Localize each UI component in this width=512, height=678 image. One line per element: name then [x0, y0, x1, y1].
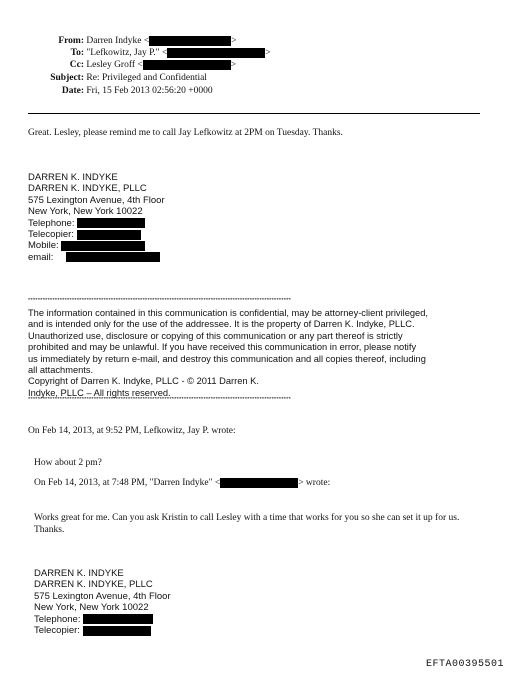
from-label: From: [58, 36, 84, 47]
telephone-label: Telephone: [34, 613, 81, 625]
date-label: Date: [61, 86, 84, 96]
message-body: Great. Lesley, please remind me to call Jay Lefkowitz at 2PM on Tuesday. Thanks. [28, 128, 343, 138]
subject-value: Re: Privileged and Confidential [86, 73, 207, 83]
header-divider [28, 113, 480, 114]
redaction-box [83, 626, 151, 636]
quote2-header [34, 478, 330, 488]
signature-block [28, 172, 165, 263]
redaction-box [77, 218, 145, 228]
subject-row [0, 73, 207, 83]
email-label: email: [28, 251, 54, 263]
quote1-header: On Feb 14, 2013, at 9:52 PM, Lefkowitz, Jay P. wrote: [28, 426, 236, 436]
signature-firm: DARREN K. INDYKE, PLLC [28, 183, 147, 195]
stars-divider-bottom: ************************************************************************************************************ [28, 397, 291, 403]
signature-telecopier-row [28, 229, 165, 240]
signature-firm: DARREN K. INDYKE, PLLC [34, 579, 153, 591]
cc-label: Cc: [69, 60, 84, 71]
cc-value: Lesley Groff < [86, 60, 143, 71]
redaction-box [61, 241, 145, 251]
to-tail: > [265, 48, 271, 59]
to-label: To: [70, 48, 84, 59]
confidentiality-disclaimer [28, 308, 428, 399]
quote2-header-prefix: On Feb 14, 2013, at 7:48 PM, "Darren Indyke" < [34, 478, 221, 489]
from-row [0, 36, 237, 46]
to-row [0, 48, 271, 58]
redaction-box [149, 36, 231, 46]
signature-telephone-row [34, 614, 171, 625]
subject-label: Subject: [50, 73, 84, 83]
signature-address-line1: 575 Lexington Avenue, 4th Floor [28, 194, 165, 206]
cc-tail: > [230, 60, 237, 71]
quote2-header-suffix: > wrote: [298, 478, 331, 489]
telecopier-label: Telecopier: [28, 229, 74, 241]
cc-row [0, 60, 236, 70]
signature-name: DARREN K. INDYKE [34, 568, 124, 579]
redaction-box [167, 48, 265, 58]
date-row [0, 86, 213, 96]
signature-address-line2: New York, New York 10022 [28, 206, 143, 218]
quote1-body: How about 2 pm? [34, 458, 102, 468]
quote2-body: Works great for me. Can you ask Kristin to call Lesley with a time that works for you so she can set it up for us. Thanks. [34, 513, 460, 535]
telecopier-label: Telecopier: [34, 625, 80, 637]
from-value: Darren Indyke < [86, 36, 150, 47]
signature-email-row [28, 252, 165, 263]
signature-address-line2: New York, New York 10022 [34, 602, 149, 614]
from-tail: > [231, 36, 237, 47]
signature-telephone-row [28, 218, 165, 229]
signature-address-line1: 575 Lexington Avenue, 4th Floor [34, 590, 171, 602]
telephone-label: Telephone: [28, 217, 75, 229]
stars-divider-top: ************************************************************************************************************ [28, 298, 291, 304]
signature-telecopier-row [34, 625, 171, 636]
redaction-box [143, 60, 231, 70]
redaction-box [66, 252, 160, 262]
date-value: Fri, 15 Feb 2013 02:56:20 +0000 [86, 86, 213, 96]
redaction-box [220, 478, 298, 488]
redaction-box [77, 230, 141, 240]
signature-mobile-row [28, 240, 165, 251]
mobile-label: Mobile: [28, 240, 59, 252]
to-value: "Lefkowitz, Jay P." < [86, 48, 168, 59]
redaction-box [83, 614, 153, 624]
disclaimer-text: The information contained in this communication is confidential, may be attorney-client privileged, and is intended only for the use of the addressee. It is the property of Darren K. Indyke, PLLC. Unauthorized use, disclosure or copying of this communication or any part thereof is strictly prohibited and may be unlawful. If you have received this communication in error, please notify us immediately by return e-mail, and destroy this communication and all copies thereof, including all attachments. [28, 308, 428, 376]
signature-block-quoted [34, 568, 171, 636]
copyright-text: Copyright of Darren K. Indyke, PLLC - © 2011 Darren K. Indyke, PLLC – All rights reserved. [28, 376, 259, 398]
document-id: EFTA00395501 [425, 659, 504, 670]
signature-name: DARREN K. INDYKE [28, 172, 118, 183]
